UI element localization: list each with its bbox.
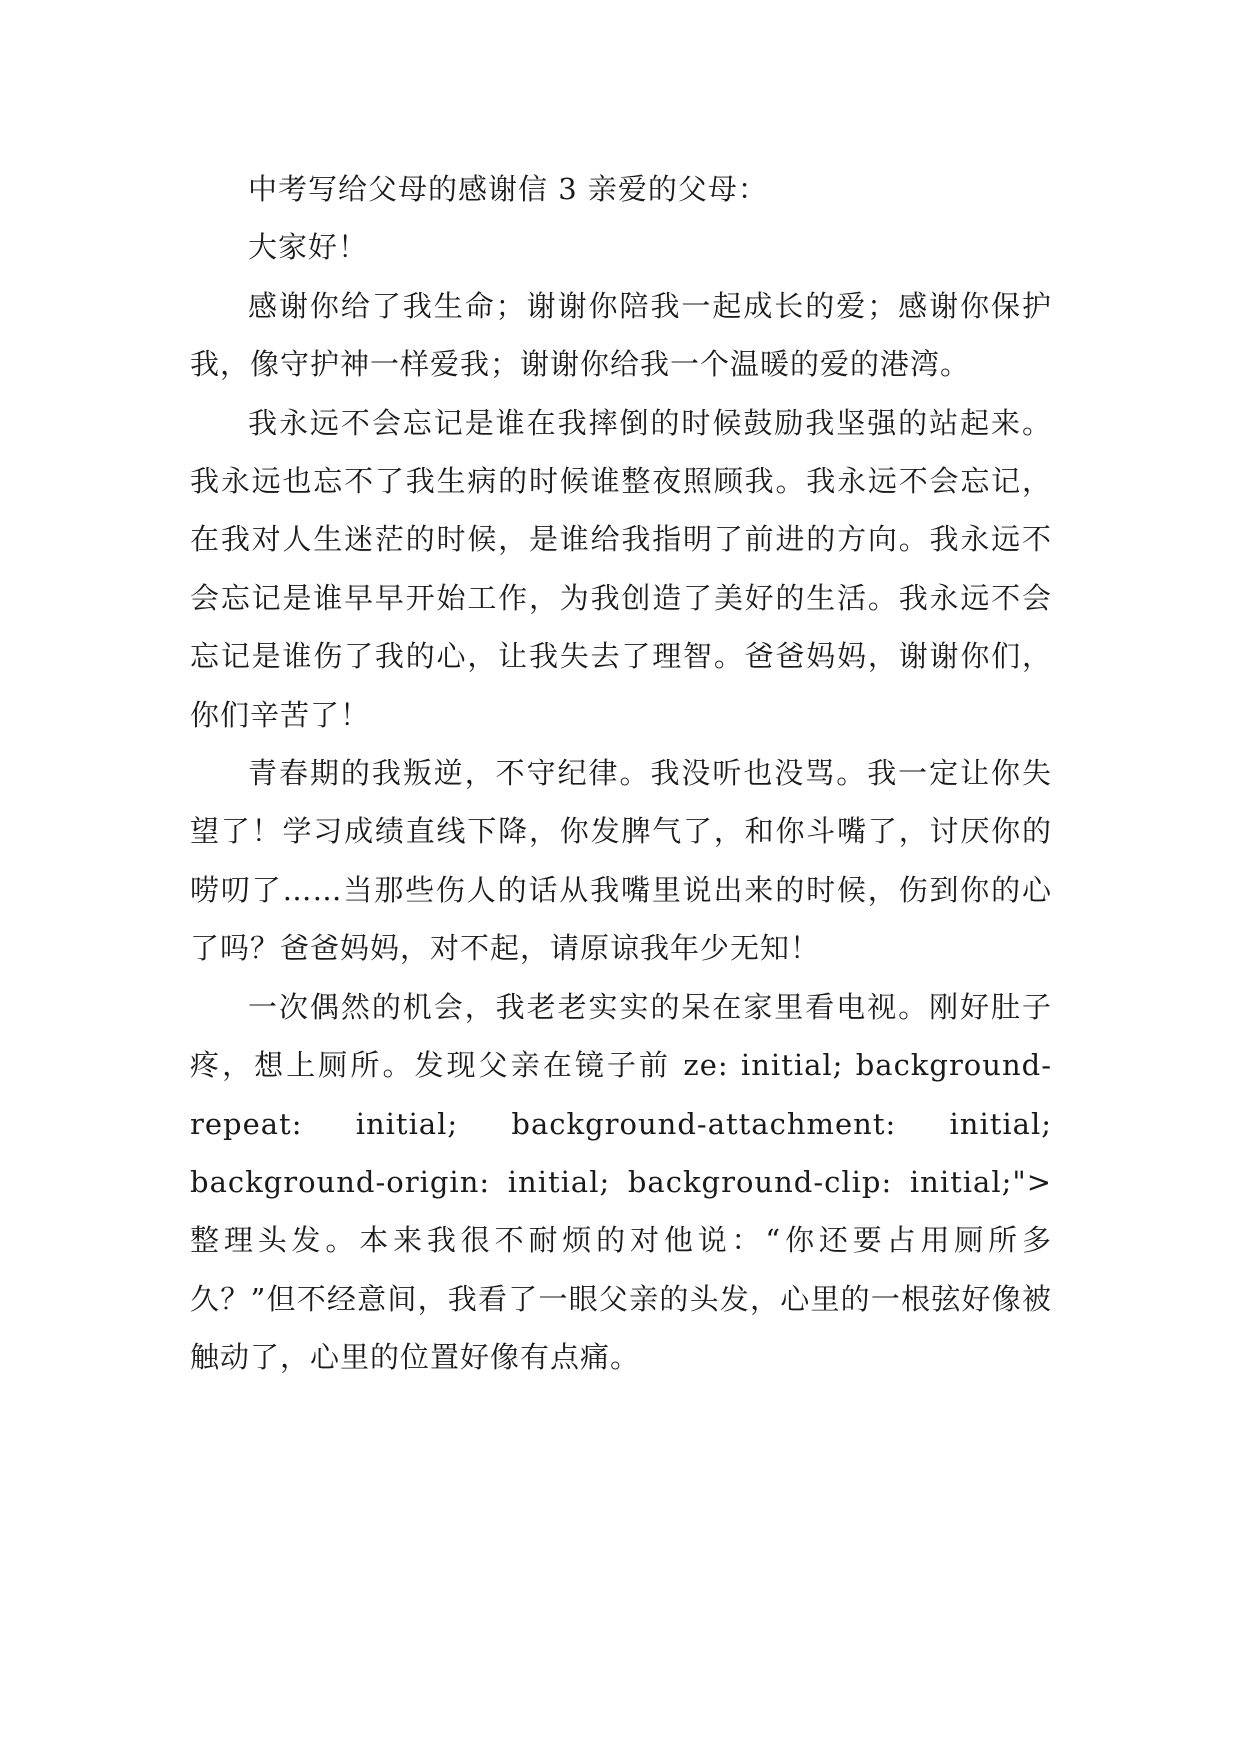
- letter-title-paragraph: 中考写给父母的感谢信 3 亲爱的父母：: [248, 172, 768, 206]
- body-paragraph-father-hair: 一次偶然的机会，我老老实实的呆在家里看电视。刚好肚子疼，想上厕所。发现父亲在镜子前 ze: initial; background-repeat: initial; background-attachment: initial; background-origin: initial; background-clip: initial;">整理头发。本来我很不耐烦的对他说：“你还要占用厕所多久？”但不经意间，我看了一眼父亲的头发，心里的一根弦好像被触动了，心里的位置好像有点痛。: [190, 989, 1052, 1375]
- body-paragraph-never-forget: 我永远不会忘记是谁在我摔倒的时候鼓励我坚强的站起来。我永远也忘不了我生病的时候谁整夜照顾我。我永远不会忘记，在我对人生迷茫的时候，是谁给我指明了前进的方向。我永远不会忘记是谁早早开始工作，为我创造了美好的生活。我永远不会忘记是谁伤了我的心，让我失去了理智。爸爸妈妈，谢谢你们，你们辛苦了！: [190, 405, 1052, 732]
- body-paragraph-apology: 青春期的我叛逆，不守纪律。我没听也没骂。我一定让你失望了！学习成绩直线下降，你发脾气了，和你斗嘴了，讨厌你的唠叨了……当那些伤人的话从我嘴里说出来的时候，伤到你的心了吗？爸爸妈妈，对不起，请原谅我年少无知！: [190, 756, 1052, 966]
- letter-body: [190, 160, 1052, 1387]
- greeting-paragraph: 大家好！: [248, 230, 369, 265]
- body-paragraph-thanks: 感谢你给了我生命；谢谢你陪我一起成长的爱；感谢你保护我，像守护神一样爱我；谢谢你给我一个温暖的爱的港湾。: [190, 288, 1052, 382]
